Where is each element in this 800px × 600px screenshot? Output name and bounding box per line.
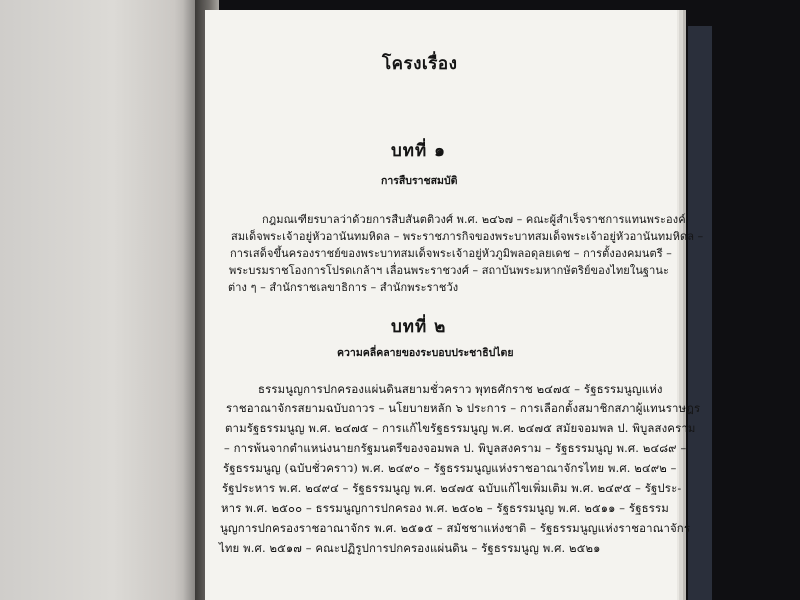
chapter-2-line: รัฐประหาร พ.ศ. ๒๔๙๔ – รัฐธรรมนูญ พ.ศ. ๒๔๗๕ ฉบับแก้ไขเพิ่มเติม พ.ศ. ๒๔๙๕ – รัฐประ-	[222, 481, 682, 495]
page-title: โครงเรื่อง	[382, 54, 458, 74]
chapter-2-line: นูญการปกครองราชอาณาจักร พ.ศ. ๒๕๑๕ – สมัชชาแห่งชาติ – รัฐธรรมนูญแห่งราชอาณาจักร	[220, 521, 691, 535]
book-cover-edge	[688, 26, 712, 600]
chapter-1-line: พระบรมราชโองการโปรดเกล้าฯ เลื่อนพระราชวงศ์ – สถาบันพระมหากษัตริย์ของไทยในฐานะ	[229, 264, 670, 277]
chapter-2-heading: บทที่ ๒	[391, 317, 447, 337]
chapter-2-line: ราชอาณาจักรสยามฉบับถาวร – นโยบายหลัก ๖ ประการ – การเลือกตั้งสมาชิกสภาผู้แทนราษฎร	[226, 401, 701, 415]
chapter-1-heading: บทที่ ๑	[391, 141, 446, 161]
chapter-1-line: กฎมณเฑียรบาลว่าด้วยการสืบสันตติวงศ์ พ.ศ. ๒๔๖๗ – คณะผู้สำเร็จราชการแทนพระองค์	[262, 213, 686, 226]
chapter-1-line: ต่าง ๆ – สำนักราชเลขาธิการ – สำนักพระราชวัง	[228, 281, 459, 294]
chapter-2-subtitle: ความคลี่คลายของระบอบประชาธิปไตย	[337, 347, 514, 359]
chapter-2-line: – การพ้นจากตำแหน่งนายกรัฐมนตรีของจอมพล ป. พิบูลสงคราม – รัฐธรรมนูญ พ.ศ. ๒๔๘๙ –	[224, 441, 687, 455]
chapter-1-line: การเสด็จขึ้นครองราชย์ของพระบาทสมเด็จพระเจ้าอยู่หัวภูมิพลอดุลยเดช – การตั้งองคมนตรี –	[230, 247, 672, 260]
chapter-1-line: สมเด็จพระเจ้าอยู่หัวอานันทมหิดล – พระราชภารกิจของพระบาทสมเด็จพระเจ้าอยู่หัวอานันทมหิดล –	[231, 230, 704, 243]
chapter-2-line: ไทย พ.ศ. ๒๕๑๗ – คณะปฏิรูปการปกครองแผ่นดิน – รัฐธรรมนูญ พ.ศ. ๒๕๒๑	[219, 541, 601, 555]
left-book-page	[0, 0, 205, 600]
chapter-2-line: ตามรัฐธรรมนูญ พ.ศ. ๒๔๗๕ – การแก้ไขรัฐธรรมนูญ พ.ศ. ๒๔๗๕ สมัยจอมพล ป. พิบูลสงคราม	[225, 421, 696, 435]
chapter-2-line: หาร พ.ศ. ๒๕๐๐ – ธรรมนูญการปกครอง พ.ศ. ๒๕๐๒ – รัฐธรรมนูญ พ.ศ. ๒๕๑๑ – รัฐธรรม	[221, 501, 669, 515]
chapter-2-line: รัฐธรรมนูญ (ฉบับชั่วคราว) พ.ศ. ๒๔๙๐ – รัฐธรรมนูญแห่งราชอาณาจักรไทย พ.ศ. ๒๔๙๒ –	[223, 461, 677, 475]
chapter-1-subtitle: การสืบราชสมบัติ	[381, 175, 458, 187]
chapter-2-line: ธรรมนูญการปกครองแผ่นดินสยามชั่วคราว พุทธศักราช ๒๔๗๕ – รัฐธรรมนูญแห่ง	[258, 382, 663, 396]
